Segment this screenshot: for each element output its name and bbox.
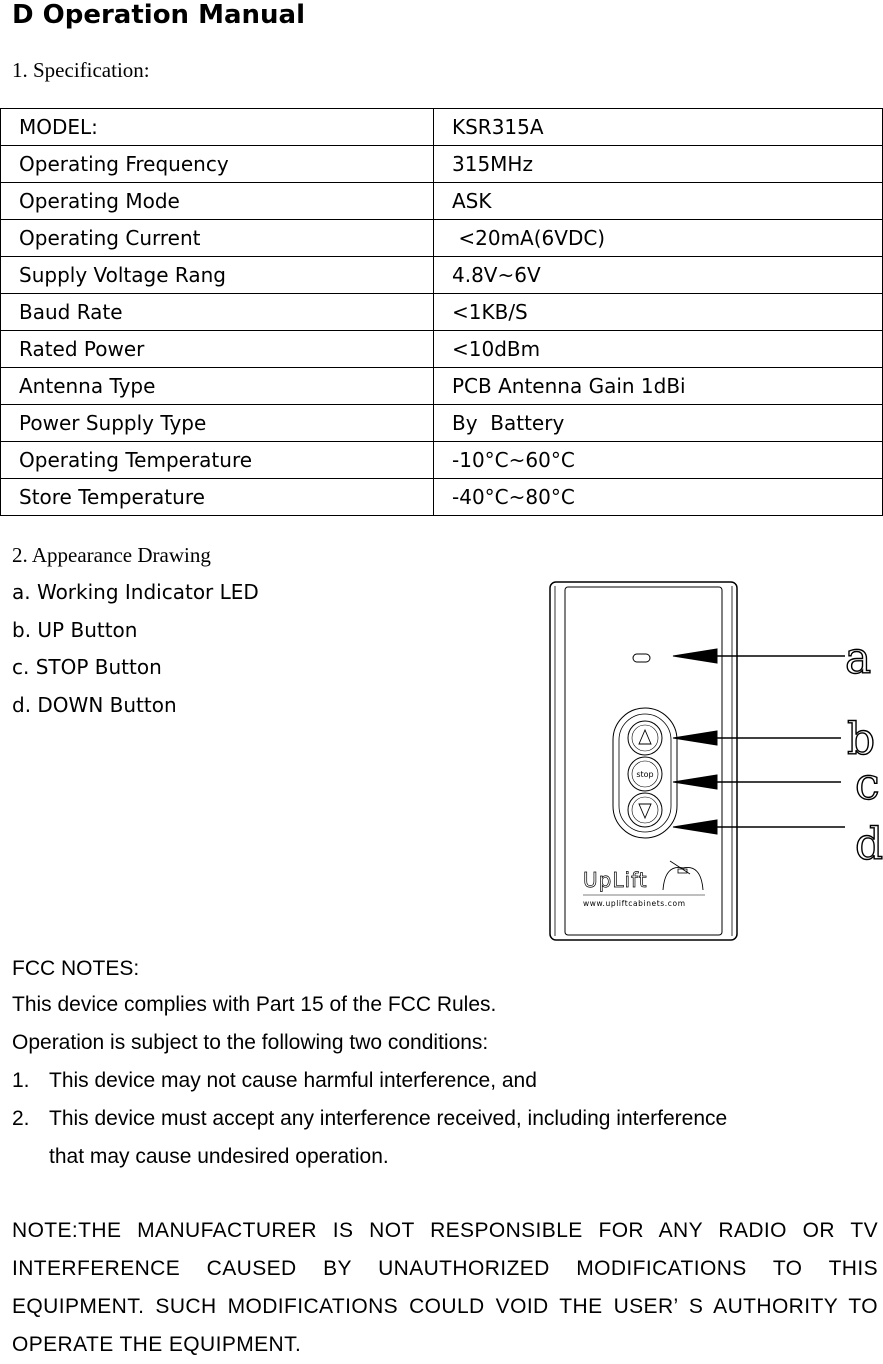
spec-value: -10°C~60°C	[434, 442, 883, 479]
fcc-item-2-number: 2.	[12, 1107, 30, 1130]
legend-item-led: a. Working Indicator LED	[12, 580, 259, 604]
spec-value: 4.8V~6V	[434, 257, 883, 294]
spec-row	[1, 109, 883, 146]
brand-url: www.upliftcabinets.com	[583, 899, 686, 908]
spec-value: 315MHz	[434, 146, 883, 183]
spec-label: Rated Power	[1, 331, 434, 368]
spec-value: <20mA(6VDC)	[434, 220, 883, 257]
fcc-line-1: This device complies with Part 15 of the FCC Rules.	[12, 993, 497, 1016]
fcc-line-2: Operation is subject to the following two conditions:	[12, 1031, 489, 1054]
fcc-item-2-line-1: This device must accept any interference received, including interference	[49, 1107, 728, 1130]
legend-item-up: b. UP Button	[12, 618, 138, 642]
spec-row	[1, 146, 883, 183]
spec-label: Supply Voltage Rang	[1, 257, 434, 294]
spec-label: Store Temperature	[1, 479, 434, 516]
fcc-item-2-line-2: that may cause undesired operation.	[49, 1145, 389, 1168]
page-title: D Operation Manual	[12, 0, 306, 30]
led-indicator	[633, 654, 650, 662]
up-button	[628, 721, 662, 755]
callout-label-d: d	[855, 819, 883, 870]
callout-arrow-d	[673, 820, 717, 834]
spec-row	[1, 257, 883, 294]
callout-label-b: b	[847, 714, 876, 765]
spec-heading: 1. Specification:	[12, 58, 150, 82]
fcc-item-1-number: 1.	[12, 1069, 30, 1092]
spec-label: Operating Mode	[1, 183, 434, 220]
spec-row	[1, 479, 883, 516]
fcc-disclaimer: NOTE:THE MANUFACTURER IS NOT RESPONSIBLE FOR ANY RADIO OR TV INTERFERENCE CAUSED BY UNAUTHORIZED MODIFICATIONS TO THIS EQUIPMENT. SUCH MODIFICATIONS COULD VOID THE USER’ S AUTHORITY TO OPERATE THE EQUIPMENT.	[12, 1219, 878, 1356]
spec-row	[1, 405, 883, 442]
callout-arrow-a	[673, 649, 717, 663]
spec-value: <1KB/S	[434, 294, 883, 331]
callout-label-a: a	[845, 633, 872, 684]
down-arrow-icon	[639, 804, 651, 818]
spec-label: Power Supply Type	[1, 405, 434, 442]
spec-label: Operating Temperature	[1, 442, 434, 479]
spec-label: Operating Frequency	[1, 146, 434, 183]
callout-arrow-c	[673, 775, 717, 789]
spec-row	[1, 442, 883, 479]
spec-value: KSR315A	[434, 109, 883, 146]
fcc-heading: FCC NOTES:	[12, 957, 140, 980]
remote-drawing	[545, 578, 883, 944]
spec-label: MODEL:	[1, 109, 434, 146]
stop-label: stop	[636, 770, 654, 779]
spec-row	[1, 183, 883, 220]
spec-label: Baud Rate	[1, 294, 434, 331]
spec-row	[1, 331, 883, 368]
fcc-item-1: This device may not cause harmful interference, and	[49, 1069, 537, 1092]
spec-row	[1, 220, 883, 257]
callout-arrow-b	[673, 731, 717, 745]
spec-value: <10dBm	[434, 331, 883, 368]
spec-value: -40°C~80°C	[434, 479, 883, 516]
down-button	[628, 793, 662, 827]
spec-label: Operating Current	[1, 220, 434, 257]
legend-item-down: d. DOWN Button	[12, 693, 177, 717]
spec-row	[1, 294, 883, 331]
logo-desk-icon	[663, 867, 703, 890]
appearance-heading: 2. Appearance Drawing	[12, 543, 211, 567]
up-arrow-icon	[639, 730, 651, 744]
brand-logo: UpLift	[583, 868, 648, 892]
callout-label-c: c	[855, 759, 880, 810]
spec-value: ASK	[434, 183, 883, 220]
spec-label: Antenna Type	[1, 368, 434, 405]
spec-value: By Battery	[434, 405, 883, 442]
spec-table	[0, 108, 883, 516]
legend-item-stop: c. STOP Button	[12, 655, 162, 679]
spec-row	[1, 368, 883, 405]
spec-value: PCB Antenna Gain 1dBi	[434, 368, 883, 405]
